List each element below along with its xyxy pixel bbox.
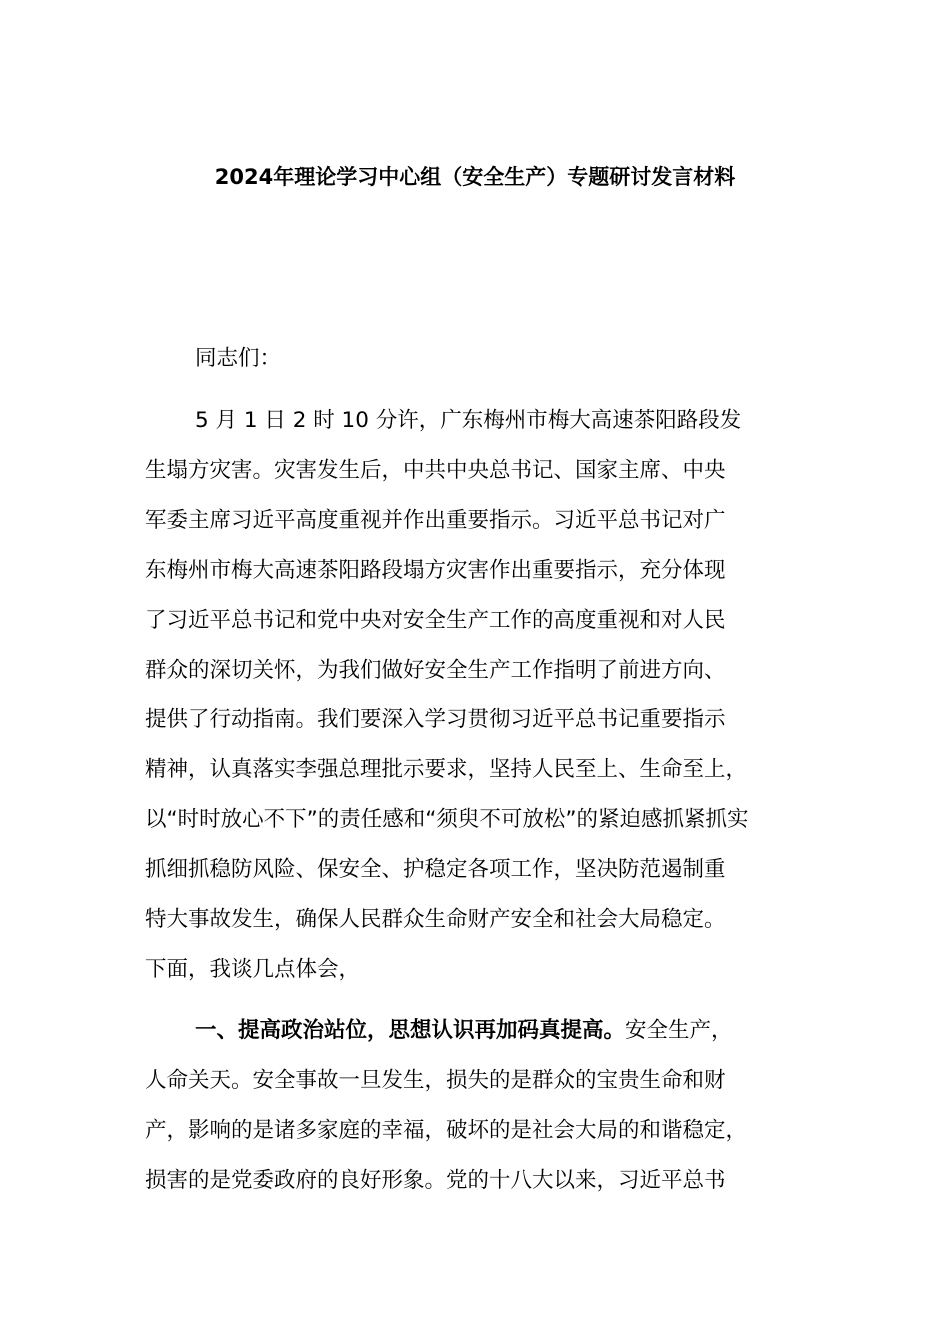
paragraph-line: 军委主席习近平高度重视并作出重要指示。习近平总书记对广 [145, 508, 726, 533]
salutation: 同志们： [195, 346, 282, 371]
paragraph-line: 特大事故发生，确保人民群众生命财产安全和社会大局稳定。 [145, 907, 726, 932]
paragraph-line: 以“时时放心不下”的责任感和“须臾不可放松”的紧迫感抓紧抓实 [145, 807, 749, 832]
paragraph-line: 东梅州市梅大高速茶阳路段塌方灾害作出重要指示，充分体现 [145, 558, 726, 583]
section-1-heading: 一、提高政治站位，思想认识再加码真提高。 [195, 1018, 626, 1043]
paragraph-line: 了习近平总书记和党中央对安全生产工作的高度重视和对人民 [145, 608, 726, 633]
paragraph-line: 精神，认真落实李强总理批示要求，坚持人民至上、生命至上， [145, 757, 748, 782]
paragraph-line: 损害的是党委政府的良好形象。党的十八大以来，习近平总书 [145, 1168, 726, 1193]
paragraph-line: 下面，我谈几点体会， [145, 957, 361, 982]
paragraph-line: 群众的深切关怀，为我们做好安全生产工作指明了前进方向、 [145, 658, 726, 683]
paragraph-line: 提供了行动指南。我们要深入学习贯彻习近平总书记重要指示 [145, 707, 726, 732]
section-1-first-line [195, 1016, 733, 1046]
paragraph-line: 生塌方灾害。灾害发生后，中共中央总书记、国家主席、中央 [145, 458, 726, 483]
section-1-lead-text: 安全生产， [625, 1018, 733, 1043]
paragraph-line: 人命关天。安全事故一旦发生，损失的是群众的宝贵生命和财 [145, 1068, 726, 1093]
paragraph-line: 5 月 1 日 2 时 10 分许，广东梅州市梅大高速茶阳路段发 [195, 408, 742, 433]
paragraph-line: 产，影响的是诸多家庭的幸福，破坏的是社会大局的和谐稳定， [145, 1118, 748, 1143]
document-title: 2024年理论学习中心组（安全生产）专题研讨发言材料 [214, 165, 736, 189]
paragraph-line: 抓细抓稳防风险、保安全、护稳定各项工作，坚决防范遏制重 [145, 857, 726, 882]
